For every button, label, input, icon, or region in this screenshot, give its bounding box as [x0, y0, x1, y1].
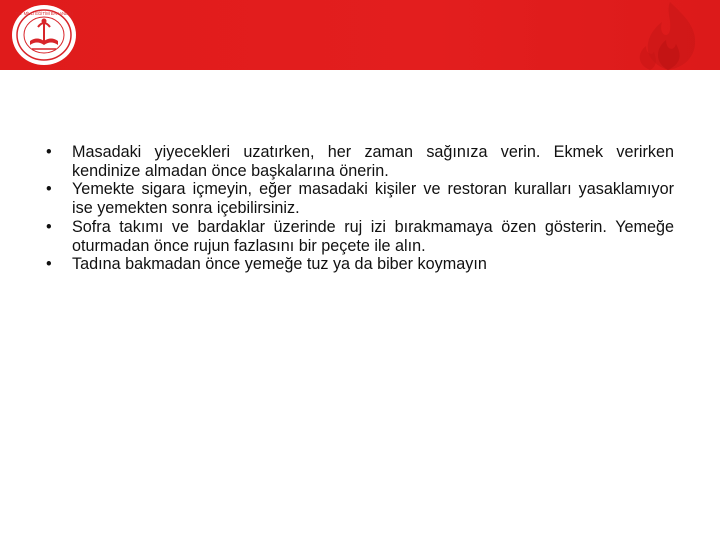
header-band	[0, 0, 720, 70]
bullet-icon: •	[46, 143, 52, 161]
bullet-icon: •	[46, 217, 52, 236]
ministry-of-education-seal-icon	[10, 3, 78, 67]
bullet-text: Yemekte sigara içmeyin, eğer masadaki kişiler ve restoran kuralları yasaklamıyor ise yemekten sonra içebilirsiniz.	[72, 180, 674, 218]
bullet-icon: •	[46, 255, 52, 274]
bullet-list	[46, 143, 674, 274]
bullet-text: Sofra takımı ve bardaklar üzerinde ruj izi bırakmamaya özen gösterin. Yemeğe oturmadan önce rujun fazlasını bir peçete ile alın.	[72, 217, 674, 255]
bullet-icon: •	[46, 180, 52, 199]
logo-text: T.C. MİLLİ EĞİTİM BAKANLIĞI	[15, 11, 73, 16]
bullet-content	[46, 143, 674, 274]
flame-watermark-icon	[610, 0, 720, 70]
list-item	[46, 143, 674, 180]
list-item	[46, 218, 674, 255]
bullet-text: Masadaki yiyecekleri uzatırken, her zaman sağınıza verin. Ekmek verirken kendinize almadan önce başkalarına önerin.	[72, 143, 674, 180]
list-item	[46, 255, 674, 274]
list-item	[46, 180, 674, 217]
bullet-text: Tadına bakmadan önce yemeğe tuz ya da biber koymayın	[72, 255, 487, 274]
